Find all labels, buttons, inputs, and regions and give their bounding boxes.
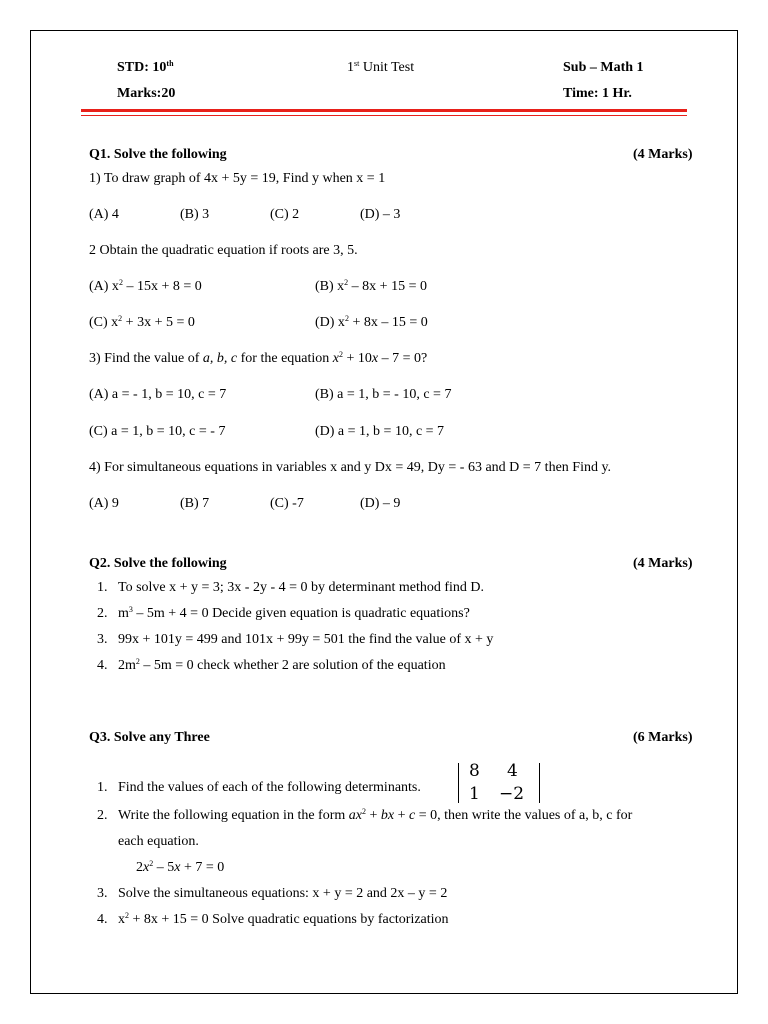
det-cell-a: 8: [469, 761, 480, 781]
q2-marks: (4 Marks): [633, 556, 693, 571]
q2-item2-number: 2.: [97, 606, 108, 621]
time-label: Time: 1 Hr.: [563, 86, 632, 101]
q1-item1-question: 1) To draw graph of 4x + 5y = 19, Find y when x = 1: [89, 171, 386, 186]
q2-item2-text: $m^3 - 5m + 4 = 0$ Decide given equation is quadratic equations?: [118, 605, 470, 621]
q3-item2-text-line2: each equation.: [118, 834, 199, 849]
q2-item1-text: To solve x + y = 3; 3x - 2y - 4 = 0 by determinant method find D.: [118, 580, 485, 595]
q3-item1-number: 1.: [97, 780, 108, 795]
q2-item3-text: 99x + 101y = 499 and 101x + 99y = 501 the find the value of x + y: [118, 632, 494, 647]
q1-item3-option-c: (C) a = 1, b = 10, c = - 7: [89, 424, 226, 439]
q3-item2-number: 2.: [97, 808, 108, 823]
q3-item2-text: Write the following equation in the form $ax^2$ + bx + c = 0, then write the values of a, b, c for: [118, 807, 633, 823]
determinant-matrix: [458, 763, 540, 803]
det-cell-c: 1: [469, 784, 480, 804]
q1-item3-option-b: (B) a = 1, b = - 10, c = 7: [315, 387, 452, 402]
q1-item4-option-d: (D) – 9: [360, 496, 401, 511]
q1-marks: (4 Marks): [633, 147, 693, 162]
q1-item4-question: 4) For simultaneous equations in variables x and y Dx = 49, Dy = - 63 and D = 7 then Find y.: [89, 460, 612, 475]
header-divider-thick: [81, 109, 687, 112]
subject-label: Sub – Math 1: [563, 60, 644, 75]
q1-item4-option-b: (B) 7: [180, 496, 210, 511]
q1-item2-option-b: (B) $x^2 - 8x + 15 = 0$: [315, 278, 427, 294]
q3-marks: (6 Marks): [633, 730, 693, 745]
q2-item3-number: 3.: [97, 632, 108, 647]
q1-item4-option-a: (A) 9: [89, 496, 119, 511]
q1-item2-option-c: (C) $x^2 + 3x + 5 = 0$: [89, 314, 195, 330]
det-cell-d: −2: [499, 784, 525, 804]
q3-item2-equation: $2x^2 - 5x + 7 = 0$: [136, 859, 225, 875]
q3-title: Q3. Solve any Three: [89, 730, 210, 745]
q3-item4-text: $x^2 + 8x + 15 = 0$ Solve quadratic equations by factorization: [118, 911, 449, 927]
q2-title: Q2. Solve the following: [89, 556, 227, 571]
q1-item3-option-d: (D) a = 1, b = 10, c = 7: [315, 424, 445, 439]
q1-item1-option-c: (C) 2: [270, 207, 300, 222]
q3-item3-number: 3.: [97, 886, 108, 901]
test-title: 1st Unit Test: [347, 59, 415, 75]
q1-item2-option-a: (A) $x^2 - 15x + 8 = 0$: [89, 278, 202, 294]
q2-item4-text: $2m^2 - 5m = 0$ check whether 2 are solution of the equation: [118, 657, 446, 673]
q1-item2-question: 2 Obtain the quadratic equation if roots are 3, 5.: [89, 243, 358, 258]
q3-item4-number: 4.: [97, 912, 108, 927]
q1-item1-option-d: (D) – 3: [360, 207, 401, 222]
q1-item1-option-b: (B) 3: [180, 207, 210, 222]
q1-item3-question: 3) Find the value of a, b, c for the equation $x^2 + 10x - 7 = 0$?: [89, 350, 428, 366]
q2-item4-number: 4.: [97, 658, 108, 673]
q1-item3-option-a: (A) a = - 1, b = 10, c = 7: [89, 387, 227, 402]
q2-item1-number: 1.: [97, 580, 108, 595]
det-cell-b: 4: [507, 761, 518, 781]
q1-item1-option-a: (A) 4: [89, 207, 119, 222]
q1-item2-option-d: (D) $x^2 + 8x - 15 = 0$: [315, 314, 428, 330]
q1-item4-option-c: (C) -7: [270, 496, 304, 511]
q1-title: Q1. Solve the following: [89, 147, 227, 162]
std-label: STD: 10th: [117, 59, 174, 75]
q3-item3-text: Solve the simultaneous equations: x + y = 2 and 2x – y = 2: [118, 886, 448, 901]
marks-label: Marks:20: [117, 86, 176, 101]
header-divider-thin: [81, 115, 687, 116]
q3-item1-text: Find the values of each of the following determinants.: [118, 780, 421, 795]
